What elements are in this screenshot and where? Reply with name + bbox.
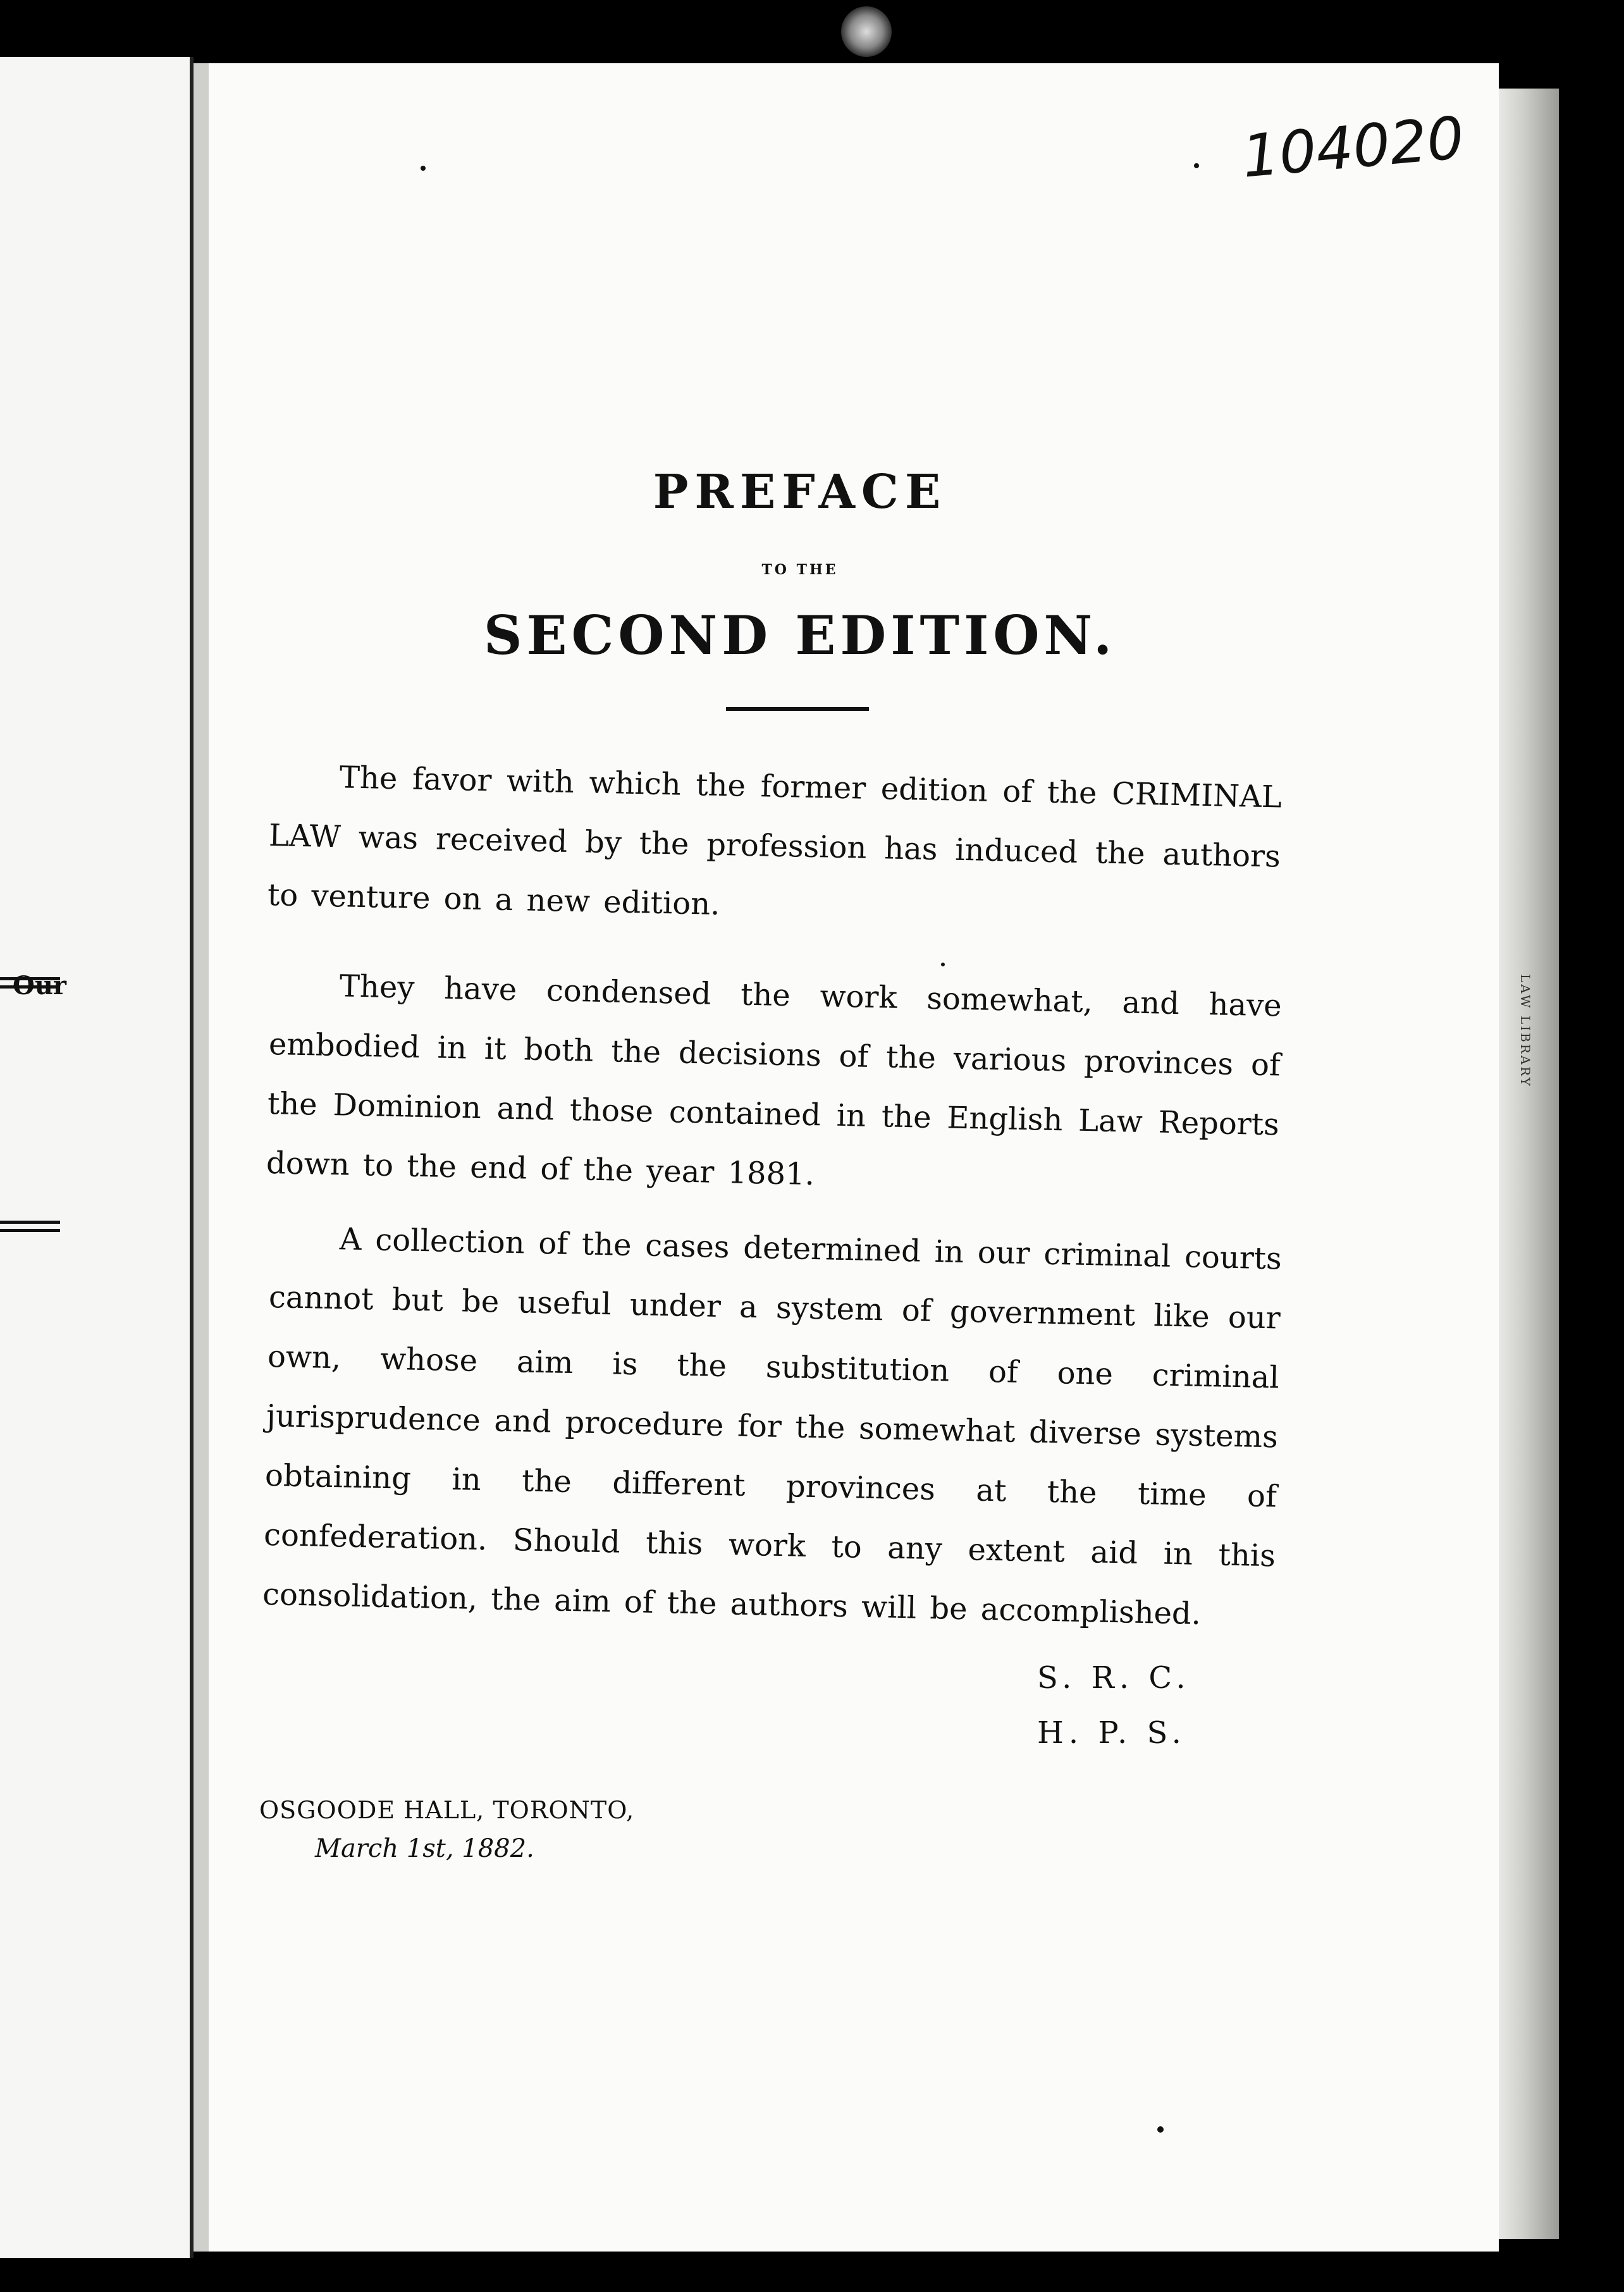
facing-page [0, 57, 194, 2258]
title-connector: TO THE [761, 562, 839, 578]
preface-paragraph [262, 1208, 1282, 1645]
facing-page-word: Our [13, 971, 66, 1001]
library-seal-icon [841, 6, 892, 57]
paragraph-text: A collection of the cases determined in our criminal courts cannot but be useful under a system of government like our own, whose aim is the substitution of one criminal jurisprudence and procedure for the somewhat diverse systems obtaining in the different provinces at the time of confederation. Should this work to any extent aid in this consolidation, the aim of the authors will be accomplished. [262, 1221, 1283, 1632]
print-speck [941, 963, 945, 966]
dateline-date: March 1st, 1882. [315, 1834, 534, 1863]
paragraph-text: The favor with which the former edition of the CRIMINAL LAW was received by the profession has induced the authors to venture on a new edition. [267, 760, 1283, 922]
title-divider [726, 707, 869, 711]
paragraph-text: They have condensed the work somewhat, and have embodied in it both the decisions of the various provinces of the Dominion and those contained in the English Law Reports down to the end of the year 1881. [266, 968, 1283, 1193]
dateline-place: OSGOODE HALL, TORONTO, [259, 1796, 635, 1824]
page-subtitle: SECOND EDITION. [483, 604, 1117, 667]
print-speck [1194, 163, 1199, 168]
print-speck [421, 166, 426, 171]
edge-stamp: LAW LIBRARY [1518, 974, 1533, 1088]
author-initials: H. P. S. [1037, 1715, 1186, 1751]
author-initials: S. R. C. [1037, 1660, 1191, 1696]
preface-paragraph [267, 746, 1283, 946]
accession-number: 104020 [1240, 104, 1467, 191]
print-speck [1157, 2126, 1164, 2133]
page-edge-stack [1499, 89, 1559, 2239]
page-title: PREFACE [653, 465, 947, 519]
preface-paragraph [266, 955, 1283, 1214]
left-page-rule [0, 1221, 60, 1232]
